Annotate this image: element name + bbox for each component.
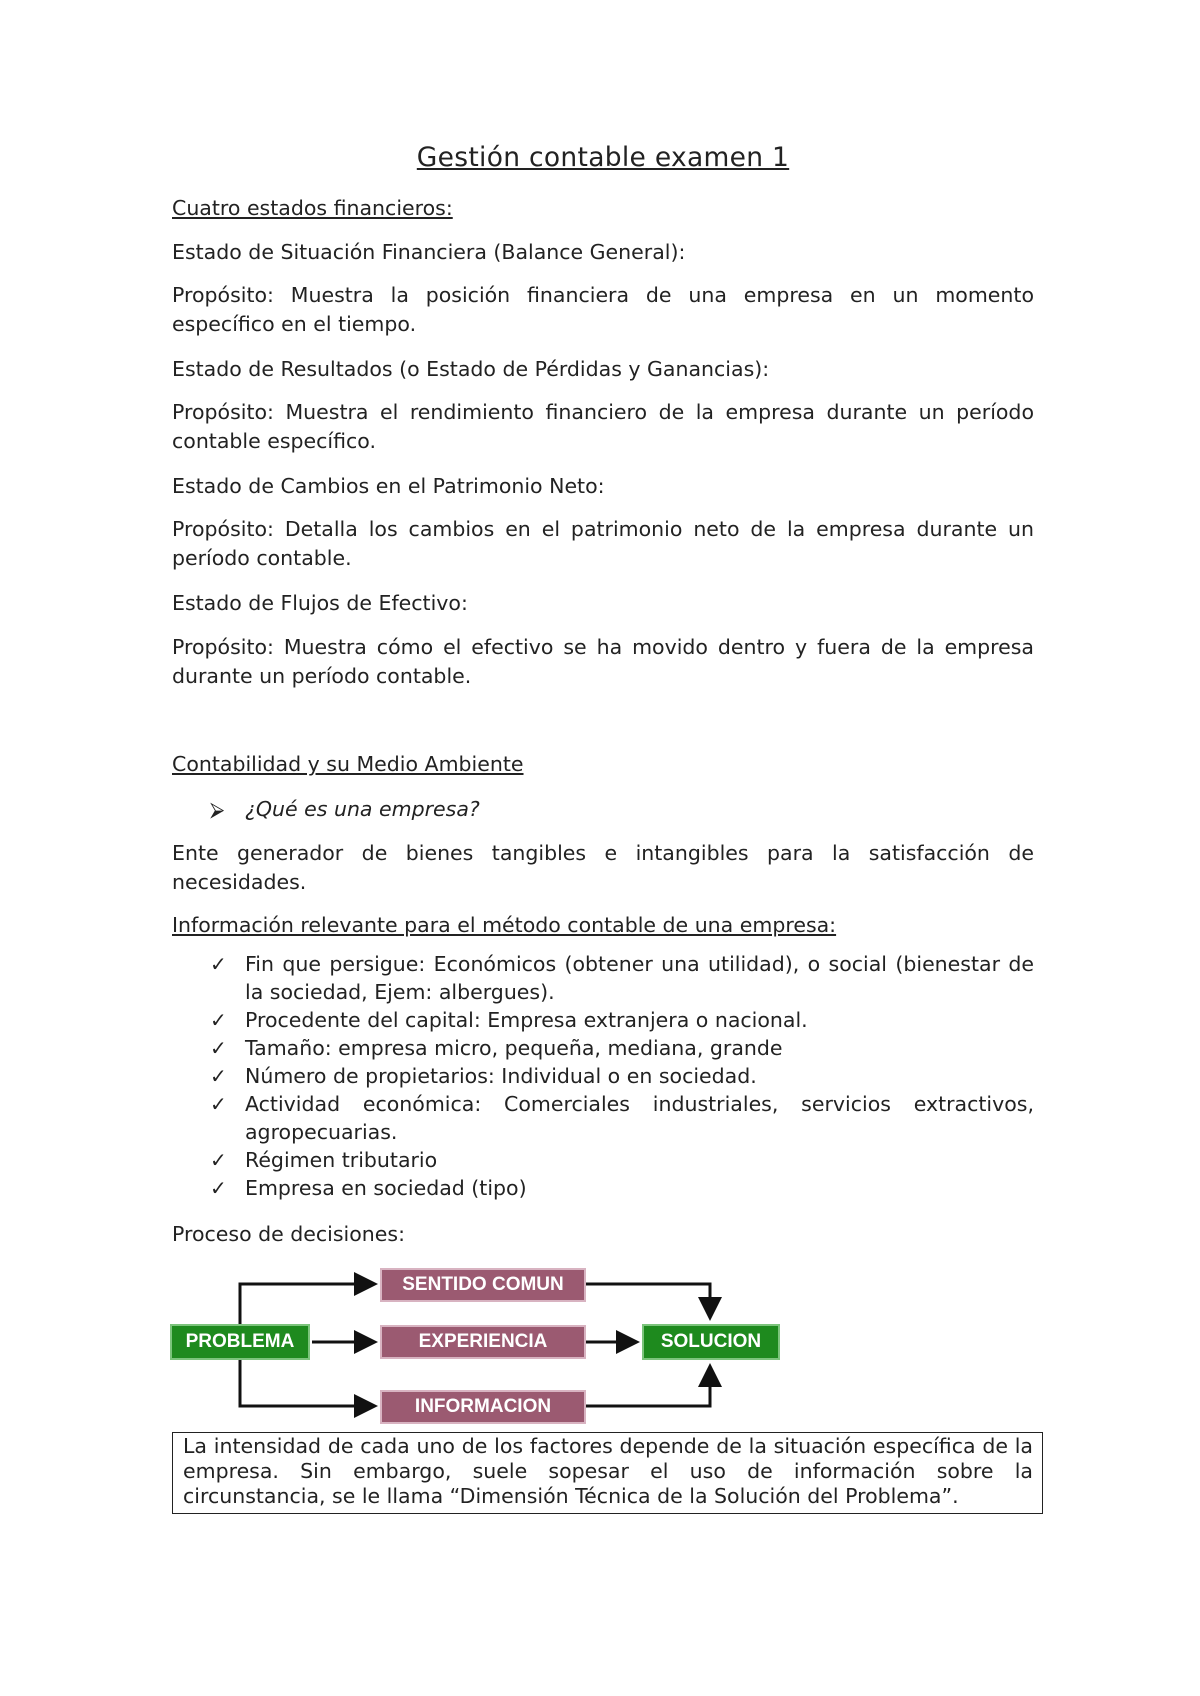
statement-2-purpose: Propósito: Muestra el rendimiento financiero de la empresa durante un período contable específico. — [172, 400, 1034, 453]
common-sense-box: SENTIDO COMUN — [380, 1268, 586, 1302]
boxed-note: La intensidad de cada uno de los factores depende de la situación específica de la empresa. Sin embargo, suele sopesar el uso de información sobre la circunstancia, se le llama “Dimensión Técnica de la Solución del Problema”. — [172, 1432, 1043, 1514]
financial-statements-heading: Cuatro estados financieros: — [172, 196, 453, 220]
question-text: ¿Qué es una empresa? — [245, 797, 480, 821]
company-definition: Ente generador de bienes tangibles e intangibles para la satisfacción de necesidades. — [172, 841, 1034, 894]
list-item: ✓ Tamaño: empresa micro, pequeña, mediana, grande — [210, 1036, 783, 1060]
list-item: ✓ Procedente del capital: Empresa extranjera o nacional. — [210, 1008, 808, 1032]
connector-problem-to-information — [240, 1360, 375, 1406]
relevant-info-list — [172, 950, 1034, 1202]
checkmark-icon: ✓ — [210, 1036, 227, 1060]
statement-4-title: Estado de Flujos de Efectivo: — [172, 591, 468, 615]
problem-box: PROBLEMA — [170, 1324, 310, 1360]
list-item: ✓ Número de propietarios: Individual o en sociedad. — [210, 1064, 757, 1088]
checkmark-icon: ✓ — [210, 1064, 227, 1088]
checkmark-icon: ✓ — [210, 1092, 227, 1116]
checkmark-icon: ✓ — [210, 1148, 227, 1172]
list-item: ✓ Actividad económica: Comerciales industriales, servicios extractivos, agropecuarias. — [210, 1092, 1034, 1144]
statement-2-title: Estado de Resultados (o Estado de Pérdidas y Ganancias): — [172, 357, 770, 381]
document-title: Gestión contable examen 1 — [416, 142, 790, 173]
information-box: INFORMACION — [380, 1390, 586, 1424]
statement-1-title: Estado de Situación Financiera (Balance General): — [172, 240, 686, 264]
statement-4-purpose: Propósito: Muestra cómo el efectivo se ha movido dentro y fuera de la empresa durante un período contable. — [172, 635, 1034, 688]
checkmark-icon: ✓ — [210, 952, 227, 976]
environment-heading: Contabilidad y su Medio Ambiente — [172, 752, 524, 776]
connector-information-to-solution — [586, 1366, 710, 1406]
checkmark-icon: ✓ — [210, 1176, 227, 1200]
arrow-bullet-icon: ⮚ — [210, 797, 225, 821]
relevant-info-heading: Información relevante para el método contable de una empresa: — [172, 913, 837, 937]
connector-common-sense-to-solution — [586, 1284, 710, 1318]
statement-3-purpose: Propósito: Detalla los cambios en el patrimonio neto de la empresa durante un período contable. — [172, 517, 1034, 570]
list-item: ✓ Fin que persigue: Económicos (obtener una utilidad), o social (bienestar de la sociedad, Ejem: albergues). — [210, 952, 1034, 1004]
solution-box: SOLUCION — [642, 1324, 780, 1360]
list-item: ✓ Empresa en sociedad (tipo) — [210, 1176, 527, 1200]
list-item: ✓ Régimen tributario — [210, 1148, 438, 1172]
decision-process-label: Proceso de decisiones: — [172, 1222, 405, 1246]
connector-problem-to-common-sense — [240, 1284, 375, 1324]
statement-1-purpose: Propósito: Muestra la posición financiera de una empresa en un momento específico en el tiempo. — [172, 283, 1034, 336]
experience-box: EXPERIENCIA — [380, 1325, 586, 1359]
statement-3-title: Estado de Cambios en el Patrimonio Neto: — [172, 474, 605, 498]
checkmark-icon: ✓ — [210, 1008, 227, 1032]
